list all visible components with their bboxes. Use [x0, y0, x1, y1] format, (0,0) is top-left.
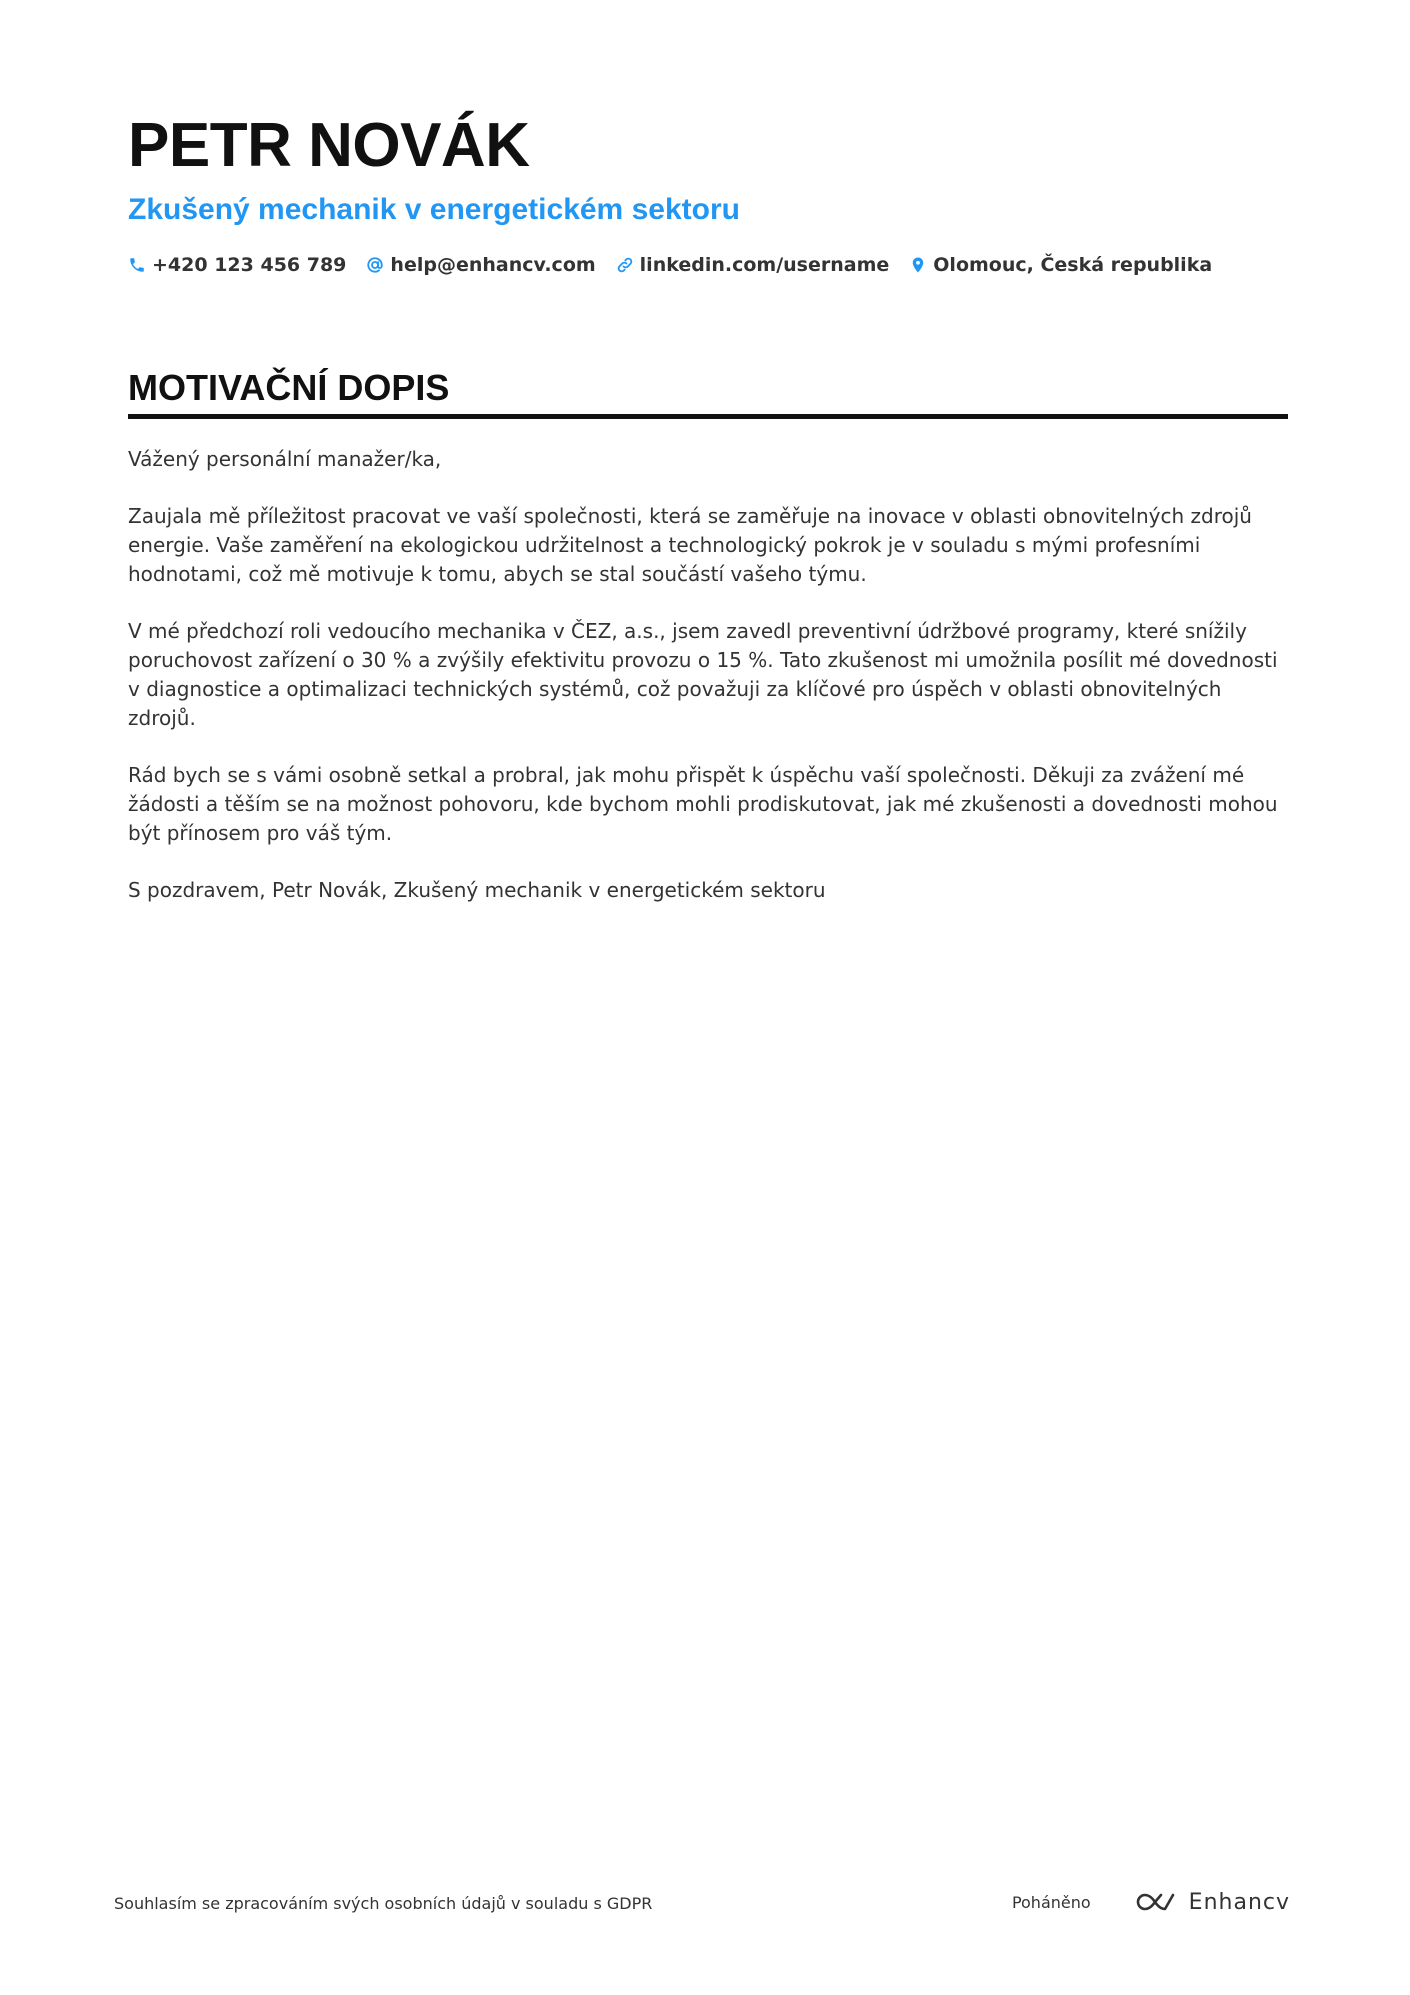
letter-body	[128, 445, 1288, 905]
contact-location	[909, 254, 1212, 276]
section-title: MOTIVAČNÍ DOPIS	[128, 366, 1288, 419]
letter-greeting: Vážený personální manažer/ka,	[128, 447, 442, 471]
at-icon	[366, 256, 384, 274]
contact-bar	[128, 254, 1288, 276]
enhancv-infinity-icon	[1131, 1889, 1179, 1915]
powered-by-label: Poháněno	[1011, 1892, 1091, 1912]
contact-location-text: Olomouc, Česká republika	[933, 254, 1213, 276]
location-pin-icon	[909, 256, 927, 274]
phone-icon	[128, 256, 146, 274]
contact-email[interactable]	[366, 254, 595, 276]
contact-linkedin-text: linkedin.com/username	[639, 254, 890, 276]
brand-name: Enhancv	[1188, 1889, 1290, 1915]
letter-closing: S pozdravem, Petr Novák, Zkušený mechanik v energetickém sektoru	[128, 878, 826, 902]
enhancv-logo[interactable]	[1131, 1889, 1290, 1915]
cover-letter-section	[128, 366, 1288, 933]
candidate-name: PETR NOVÁK	[128, 111, 530, 180]
contact-phone-text: +420 123 456 789	[152, 254, 347, 276]
header	[128, 108, 1288, 276]
letter-paragraph: Rád bych se s vámi osobně setkal a probral, jak mohu přispět k úspěchu vaší společnosti. Děkuji za zvážení mé žádosti a těším se na možnost pohovoru, kde bychom mohli prodiskutovat, jak mé zkušenosti a dovednosti mohou být přínosem pro váš tým.	[128, 763, 1278, 845]
powered-by[interactable]	[1012, 1884, 1290, 1920]
link-icon	[616, 256, 634, 274]
contact-linkedin[interactable]	[616, 254, 890, 276]
contact-phone[interactable]	[128, 254, 346, 276]
gdpr-consent-text: Souhlasím se zpracováním svých osobních údajů v souladu s GDPR	[114, 1894, 653, 1913]
letter-paragraph: V mé předchozí roli vedoucího mechanika v ČEZ, a.s., jsem zavedl preventivní údržbové programy, které snížily poruchovost zařízení o 30 % a zvýšily efektivitu provozu o 15 %. Tato zkušenost mi umožnila posílit mé dovednosti v diagnostice a optimalizaci technických systémů, což považuji za klíčové pro úspěch v oblasti obnovitelných zdrojů.	[128, 619, 1278, 730]
letter-paragraph: Zaujala mě příležitost pracovat ve vaší společnosti, která se zaměřuje na inovace v oblasti obnovitelných zdrojů energie. Vaše zaměření na ekologickou udržitelnost a technologický pokrok je v souladu s mými profesními hodnotami, což mě motivuje k tomu, abych se stal součástí vašeho týmu.	[128, 504, 1252, 586]
candidate-title: Zkušený mechanik v energetickém sektoru	[128, 193, 740, 226]
contact-email-text: help@enhancv.com	[390, 254, 596, 276]
footer	[114, 1884, 1290, 1924]
